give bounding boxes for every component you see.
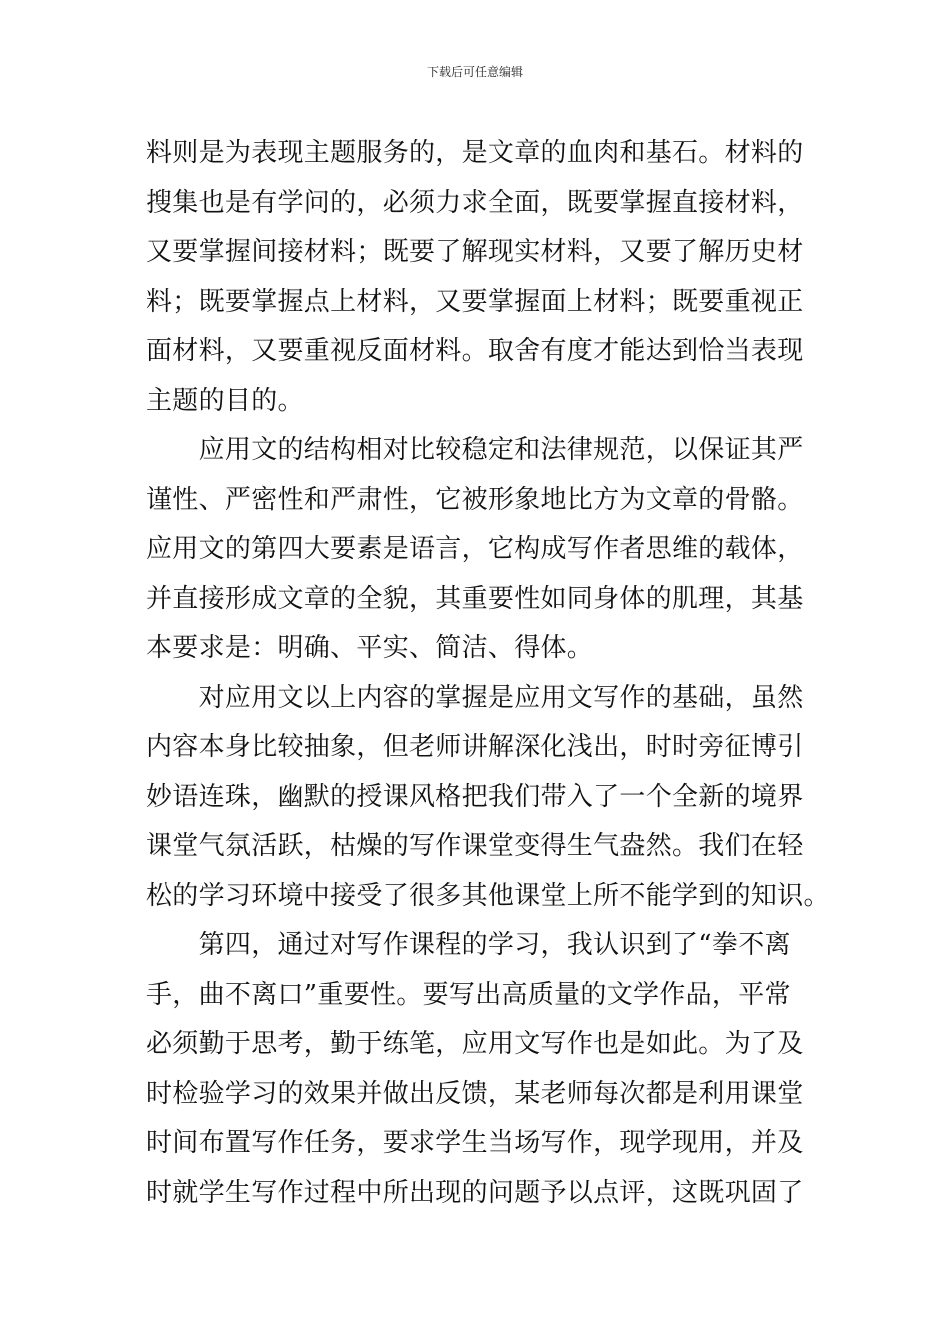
text-line: 谨性、严密性和严肃性，它被形象地比方为文章的骨骼。 xyxy=(146,484,804,515)
text-line: 搜集也是有学问的，必须力求全面，既要掌握直接材料， xyxy=(146,187,804,218)
text-line: 应用文的第四大要素是语言，它构成写作者思维的载体， xyxy=(146,534,804,564)
text-line: 面材料，又要重视反面材料。取舍有度才能达到恰当表现 xyxy=(146,336,804,366)
text-line: 松的学习环境中接受了很多其他课堂上所不能学到的知识。 xyxy=(146,880,830,911)
text-line: 时就学生写作过程中所出现的问题予以点评，这既巩固了 xyxy=(146,1177,804,1208)
text-line: 课堂气氛活跃，枯燥的写作课堂变得生气盎然。我们在轻 xyxy=(146,831,804,861)
text-line: 时检验学习的效果并做出反馈，某老师每次都是利用课堂 xyxy=(146,1078,804,1109)
text-line: 本要求是：明确、平实、简洁、得体。 xyxy=(146,633,594,663)
text-line: 主题的目的。 xyxy=(146,385,304,416)
text-line: 并直接形成文章的全貌，其重要性如同身体的肌理，其基 xyxy=(146,583,804,614)
document-body xyxy=(146,129,830,1218)
page-header: 下载后可任意编辑 xyxy=(426,65,523,79)
text-line: 对应用文以上内容的掌握是应用文写作的基础，虽然 xyxy=(146,682,804,713)
text-line: 时间布置写作任务，要求学生当场写作，现学现用，并及 xyxy=(146,1128,804,1158)
text-line: 料；既要掌握点上材料，又要掌握面上材料；既要重视正 xyxy=(146,286,804,317)
text-line: 料则是为表现主题服务的，是文章的血肉和基石。材料的 xyxy=(146,138,804,168)
text-line: 内容本身比较抽象，但老师讲解深化浅出，时时旁征博引 xyxy=(146,732,804,762)
text-line: 又要掌握间接材料；既要了解现实材料，又要了解历史材 xyxy=(146,237,804,267)
text-line: 妙语连珠，幽默的授课风格把我们带入了一个全新的境界 xyxy=(146,781,804,812)
text-line: 第四，通过对写作课程的学习，我认识到了“拳不离 xyxy=(146,930,791,960)
text-line: 必须勤于思考，勤于练笔，应用文写作也是如此。为了及 xyxy=(146,1029,804,1059)
text-line: 应用文的结构相对比较稳定和法律规范，以保证其严 xyxy=(146,435,804,465)
text-line: 手，曲不离口”重要性。要写出高质量的文学作品，平常 xyxy=(146,979,791,1010)
